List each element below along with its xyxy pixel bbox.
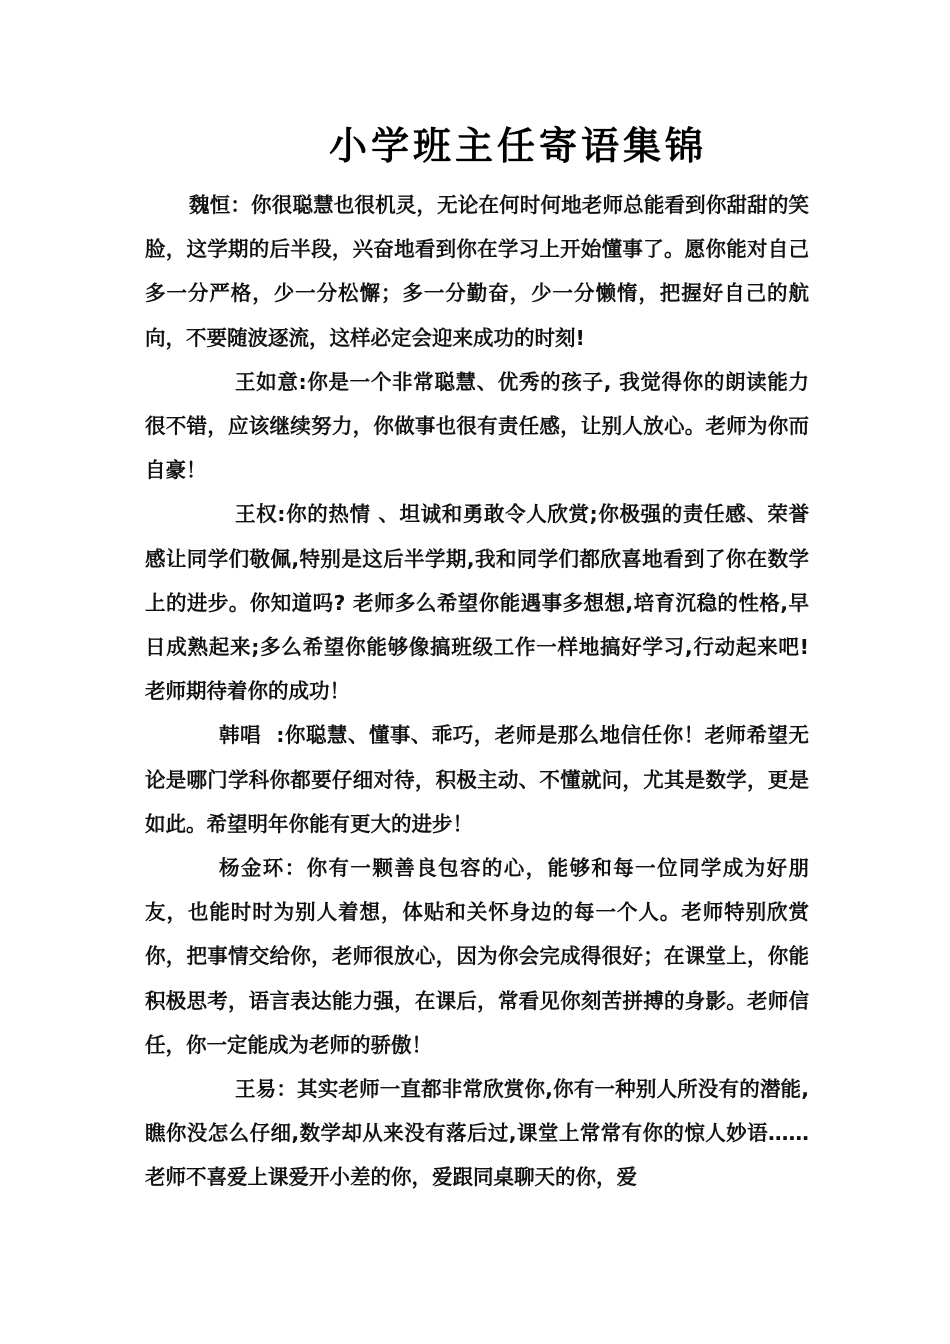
separator: : xyxy=(298,369,307,394)
student-name: 王如意 xyxy=(235,369,299,394)
separator: : xyxy=(277,502,286,527)
comment-text: 你的热情 、坦诚和勇敢令人欣赏;你极强的责任感、荣誉感让同学们敬佩,特别是这后半学期,我和同学们都欣喜地看到了你在数学上的进步。你知道吗? 老师多么希望你能遇事多想想,培育沉稳的性格,早日成熟起来;多么希望你能够像搞班级工作一样地搞好学习,行动起来吧! 老师期待着你的成功！ xyxy=(145,502,809,704)
student-name: 韩唱 xyxy=(219,723,261,748)
separator: ： xyxy=(276,1077,298,1102)
comment-text: 其实老师一直都非常欣赏你,你有一种别人所没有的潜能,瞧你没怎么仔细,数学却从来没有落后过,课堂上常常有你的惊人妙语……老师不喜爱上课爱开小差的你，爱跟同桌聊天的你，爱 xyxy=(145,1077,810,1190)
paragraph-entry xyxy=(145,1067,809,1200)
paragraph-entry xyxy=(145,713,809,846)
separator: ： xyxy=(230,193,252,217)
separator: ： xyxy=(284,856,307,881)
paragraph-entry xyxy=(145,492,809,713)
comment-text: 你是一个非常聪慧、优秀的孩子, 我觉得你的朗读能力很不错，应该继续努力，你做事也很有责任感，让别人放心。老师为你而自豪！ xyxy=(145,369,809,483)
separator: : xyxy=(260,723,285,748)
document-title: 小学班主任寄语集锦 xyxy=(328,123,707,168)
paragraph-entry xyxy=(145,846,809,1067)
paragraph-entry xyxy=(145,183,809,360)
student-name: 王易 xyxy=(235,1077,277,1102)
student-name: 魏恒 xyxy=(189,193,231,217)
student-name: 杨金环 xyxy=(219,856,285,881)
document-body xyxy=(145,183,809,1200)
paragraph-entry xyxy=(145,360,809,493)
student-name: 王权 xyxy=(235,502,278,527)
comment-text: 你很聪慧也很机灵，无论在何时何地老师总能看到你甜甜的笑脸，这学期的后半段，兴奋地看到你在学习上开始懂事了。愿你能对自己多一分严格，少一分松懈；多一分勤奋，少一分懒惰，把握好自己的航向，不要随波逐流，这样必定会迎来成功的时刻! xyxy=(145,193,810,350)
comment-text: 你有一颗善良包容的心，能够和每一位同学成为好朋友，也能时时为别人着想，体贴和关怀身边的每一个人。老师特别欣赏你，把事情交给你，老师很放心，因为你会完成得很好；在课堂上，你能积极思考，语言表达能力强，在课后，常看见你刻苦拼搏的身影。老师信任，你一定能成为老师的骄傲！ xyxy=(145,856,810,1057)
comment-text: 你聪慧、懂事、乖巧，老师是那么地信任你！老师希望无论是哪门学科你都要仔细对待，积极主动、不懂就问，尤其是数学，更是如此。希望明年你能有更大的进步！ xyxy=(145,723,810,836)
